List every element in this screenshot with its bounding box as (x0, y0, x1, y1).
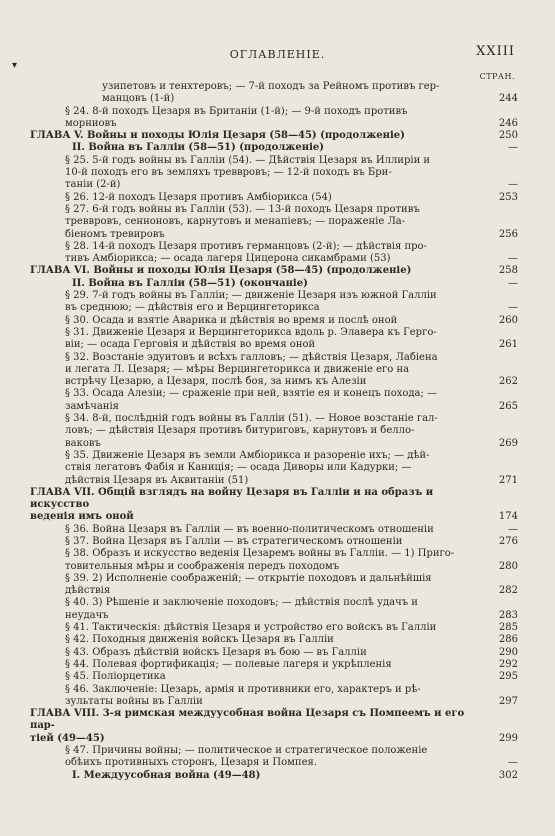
toc-entry-line: § 46. Заключеніе: Цезарь, армія и противники его, характеръ и рѣ- (65, 683, 421, 695)
toc-entry-line: неудачъ (65, 609, 109, 621)
toc-entry-page: 246 (498, 117, 518, 129)
toc-entry-text (30, 659, 490, 671)
toc-entry-line: треввровъ, сенноновъ, карнутовъ и менапіевъ; — пораженіе Ла- (65, 216, 406, 228)
toc-entry-text (30, 352, 490, 389)
toc-entry-line: § 24. 8-й походъ Цезаря въ Британіи (1-й); — 9-й походъ противъ (65, 105, 408, 117)
toc-entry-page: 280 (498, 560, 518, 572)
toc-entry (30, 315, 518, 327)
toc-entry-text (30, 622, 490, 634)
toc-entry (30, 548, 518, 573)
toc-entry-text (30, 81, 490, 106)
toc-entry-page: 253 (498, 191, 518, 203)
toc-entry-text (30, 388, 490, 413)
toc-entry-page: 299 (498, 732, 518, 744)
toc-entry-text (30, 573, 490, 598)
toc-entry-text (30, 130, 490, 142)
toc-entry-line: зультаты войны въ Галліи (65, 695, 203, 707)
toc-entry-line: веденія имъ оной (30, 511, 134, 523)
toc-entry (30, 573, 518, 598)
toc-entry-page: 297 (498, 695, 518, 707)
toc-entry-line: тіей (49—45) (30, 732, 105, 744)
toc-entry-text (30, 745, 490, 770)
toc-entry-line: § 31. Движеніе Цезаря и Верцингеторикса вдоль р. Элавера къ Гергo- (65, 326, 437, 338)
toc-entry (30, 192, 518, 204)
toc-entry (30, 634, 518, 646)
toc-entry (30, 327, 518, 352)
toc-entry-text (30, 265, 490, 277)
toc-entry-page: 292 (498, 658, 518, 670)
toc-entry (30, 524, 518, 536)
toc-entry-text (30, 155, 490, 192)
toc-entry-page: — (508, 179, 518, 191)
toc-entry-text (30, 647, 490, 659)
toc-entry-page: 260 (498, 314, 518, 326)
toc-entry (30, 536, 518, 548)
toc-entry-page: 269 (498, 437, 518, 449)
table-of-contents (30, 81, 518, 782)
toc-entry-line: I. Междуусобная война (49—48) (72, 769, 261, 781)
toc-entry (30, 659, 518, 671)
toc-entry-text (30, 142, 490, 154)
toc-entry (30, 487, 518, 524)
toc-entry-line: и легата Л. Цезаря; — мѣры Верцингеторикса и движеніе его на (65, 363, 410, 375)
toc-entry-text (30, 548, 490, 573)
toc-entry (30, 241, 518, 266)
toc-entry-line: біеномъ тревировъ (65, 228, 165, 240)
toc-entry (30, 106, 518, 131)
toc-entry-text (30, 708, 490, 745)
toc-entry-text (30, 413, 490, 450)
toc-entry-line: ГЛАВА VII. Общій взглядъ на войну Цезаря въ Галліи и на образъ и искусство (30, 486, 434, 511)
toc-entry-page: — (508, 277, 518, 289)
toc-entry-page: 295 (498, 671, 518, 683)
toc-entry-line: § 40. 3) Рѣшеніе и заключеніе походовъ; — дѣйствія послѣ удачъ и (65, 597, 418, 609)
toc-entry-line: II. Война въ Галліи (58—51) (окончаніе) (72, 277, 308, 289)
toc-entry-page: 290 (498, 646, 518, 658)
toc-entry-line: узипетовъ и тенхтеровъ; — 7-й походъ за Рейномъ противъ гер- (102, 81, 440, 92)
toc-entry-line: § 41. Тактическія: дѣйствія Цезаря и устройство его войскъ въ Галліи (65, 622, 437, 634)
toc-entry-text (30, 278, 490, 290)
toc-entry-line: товительныя мѣры и соображенія передъ походомъ (65, 560, 340, 572)
toc-entry-line: дѣйствія (65, 585, 111, 597)
toc-entry-text (30, 524, 490, 536)
toc-entry-line: § 25. 5-й годъ войны въ Галліи (54). — Дѣйствія Цезаря въ Иллиріи и (65, 154, 431, 166)
toc-entry-text (30, 634, 490, 646)
toc-entry (30, 290, 518, 315)
toc-entry (30, 647, 518, 659)
toc-entry-text (30, 241, 490, 266)
toc-entry (30, 130, 518, 142)
toc-entry-line: § 30. Осада и взятіе Аварика и дѣйствія во время и послѣ оной (65, 314, 398, 326)
page-column-label: СТРАН. (479, 72, 515, 81)
toc-entry-page: — (508, 757, 518, 769)
toc-entry-line: § 27. 6-й годъ войны въ Галліи (53). — 13-й походъ Цезаря противъ (65, 203, 420, 215)
toc-entry (30, 671, 518, 683)
toc-entry-line: ловъ; — дѣйствія Цезаря противъ битуриговъ, карнутовъ и белло- (65, 425, 415, 437)
toc-entry-text (30, 290, 490, 315)
toc-entry (30, 450, 518, 487)
toc-entry-page: 250 (498, 130, 518, 142)
toc-entry-line: ваковъ (65, 437, 101, 449)
toc-entry-page: 271 (498, 474, 518, 486)
toc-entry-line: тивъ Амбіорикса; — осада лагеря Цицерона сикамбрами (53) (65, 253, 391, 265)
toc-entry-line: § 42. Походныя движенія войскъ Цезаря въ Галліи (65, 634, 334, 646)
toc-entry-text (30, 770, 490, 782)
toc-entry-text (30, 327, 490, 352)
toc-entry-page: — (508, 253, 518, 265)
toc-entry-line: § 33. Осада Алезіи; — сраженіе при ней, взятіе ея и конецъ похода; — (65, 388, 438, 400)
toc-entry (30, 155, 518, 192)
toc-entry-page: 285 (498, 622, 518, 634)
toc-entry (30, 597, 518, 622)
toc-entry-page: 276 (498, 535, 518, 547)
toc-entry (30, 684, 518, 709)
margin-mark: ▾ (12, 60, 18, 71)
toc-entry-line: II. Война въ Галліи (58—51) (продолженіе) (72, 142, 324, 154)
toc-entry-page: — (508, 142, 518, 154)
toc-entry (30, 622, 518, 634)
toc-entry (30, 265, 518, 277)
toc-entry-line: ГЛАВА VI. Войны и походы Юлія Цезаря (58—45) (продолженіе) (30, 265, 412, 277)
toc-entry-text (30, 671, 490, 683)
toc-entry-text (30, 487, 490, 524)
toc-entry-line: § 39. 2) Исполненіе соображеній; — открытіе походовъ и дальнѣйшія (65, 572, 432, 584)
toc-entry-line: дѣйствія Цезаря въ Аквитаніи (51) (65, 474, 249, 486)
toc-entry-line: § 44. Полевая фортификація; — полевые лагеря и укрѣпленія (65, 658, 392, 670)
toc-entry-page: 265 (498, 400, 518, 412)
toc-entry-page: — (508, 302, 518, 314)
toc-entry-line: встрѣчу Цезарю, а Цезаря, послѣ боя, за нимъ къ Алезіи (65, 376, 367, 388)
toc-entry-line: таніи (2-й) (65, 179, 121, 191)
page-number: XXIII (476, 44, 515, 59)
toc-entry-line: § 45. Поліорцетика (65, 671, 166, 683)
toc-entry-line: § 26. 12-й походъ Цезаря противъ Амбіорикса (54) (65, 191, 332, 203)
toc-entry-line: въ среднюю; — дѣйствія его и Верцингеторикса (65, 302, 320, 314)
toc-entry-line: § 36. Война Цезаря въ Галліи — въ военно-политическомъ отношеніи (65, 523, 434, 535)
toc-entry-line: віи; — осада Герговія и дѣйствія во время оной (65, 339, 316, 351)
toc-entry (30, 388, 518, 413)
toc-entry-line: § 37. Война Цезаря въ Галліи — въ стратегическомъ отношеніи (65, 535, 403, 547)
toc-entry-text (30, 106, 490, 131)
toc-entry-page: 244 (498, 93, 518, 105)
toc-entry-page: 258 (498, 265, 518, 277)
toc-entry (30, 142, 518, 154)
toc-entry-text (30, 450, 490, 487)
toc-entry-page: 282 (498, 585, 518, 597)
toc-entry-line: § 35. Движеніе Цезаря въ земли Амбіорикса и разореніе ихъ; — дѣй- (65, 449, 430, 461)
toc-entry-line: § 28. 14-й походъ Цезаря противъ германцовъ (2-й); — дѣйствія про- (65, 240, 427, 252)
toc-entry-line: § 34. 8-й, послѣдній годъ войны въ Галліи (51). — Новое возстаніе гал- (65, 413, 438, 425)
toc-entry (30, 352, 518, 389)
toc-entry (30, 770, 518, 782)
toc-entry-line: обѣихъ противныхъ сторонъ, Цезаря и Помпея. (65, 757, 317, 769)
toc-entry-page: 283 (498, 609, 518, 621)
toc-entry-line: морниовъ (65, 117, 117, 129)
toc-entry-line: § 29. 7-й годъ войны въ Галліи; — движеніе Цезаря изъ южной Галліи (65, 290, 437, 302)
toc-entry-text (30, 204, 490, 241)
toc-entry-line: § 38. Образъ и искусство веденія Цезаремъ войны въ Галліи. — 1) Приго- (65, 548, 455, 560)
toc-entry-text (30, 597, 490, 622)
toc-entry-line: § 47. Причины войны; — политическое и стратегическое положеніе (65, 745, 428, 757)
toc-entry (30, 278, 518, 290)
page-title: ОГЛАВЛЕНІЕ. (229, 48, 326, 61)
toc-entry-page: — (508, 523, 518, 535)
toc-entry-page: 256 (498, 228, 518, 240)
toc-entry-page: 261 (498, 339, 518, 351)
toc-entry (30, 81, 518, 106)
toc-entry-text (30, 315, 490, 327)
toc-entry-line: § 32. Возстаніе эдуитовъ и всѣхъ галловъ; — дѣйствія Цезаря, Лабіена (65, 351, 438, 363)
toc-entry-page: 302 (498, 769, 518, 781)
toc-entry-line: ГЛАВА V. Войны и походы Юлія Цезаря (58—45) (продолженіе) (30, 130, 405, 142)
toc-entry-line: манцовъ (1-й) (102, 93, 175, 105)
toc-entry-text (30, 192, 490, 204)
toc-entry-line: замѣчанія (65, 400, 119, 412)
toc-entry (30, 708, 518, 745)
toc-entry-line: ствія легатовъ Фабія и Каниція; — осада Диворы или Кадурки; — (65, 462, 412, 474)
toc-entry (30, 413, 518, 450)
toc-entry-text (30, 684, 490, 709)
toc-entry-page: 262 (498, 376, 518, 388)
toc-entry (30, 204, 518, 241)
toc-entry-page: 286 (498, 634, 518, 646)
toc-entry-text (30, 536, 490, 548)
toc-entry-page: 174 (498, 511, 518, 523)
toc-entry (30, 745, 518, 770)
toc-entry-line: § 43. Образъ дѣйствій войскъ Цезаря въ бою — въ Галліи (65, 646, 367, 658)
toc-entry-line: 10-й походъ его въ земляхъ треввровъ; — 12-й походъ въ Бри- (65, 167, 392, 179)
toc-entry-line: ГЛАВА VIII. 3-я римская междуусобная война Цезаря съ Помпеемъ и его пар- (30, 708, 465, 732)
